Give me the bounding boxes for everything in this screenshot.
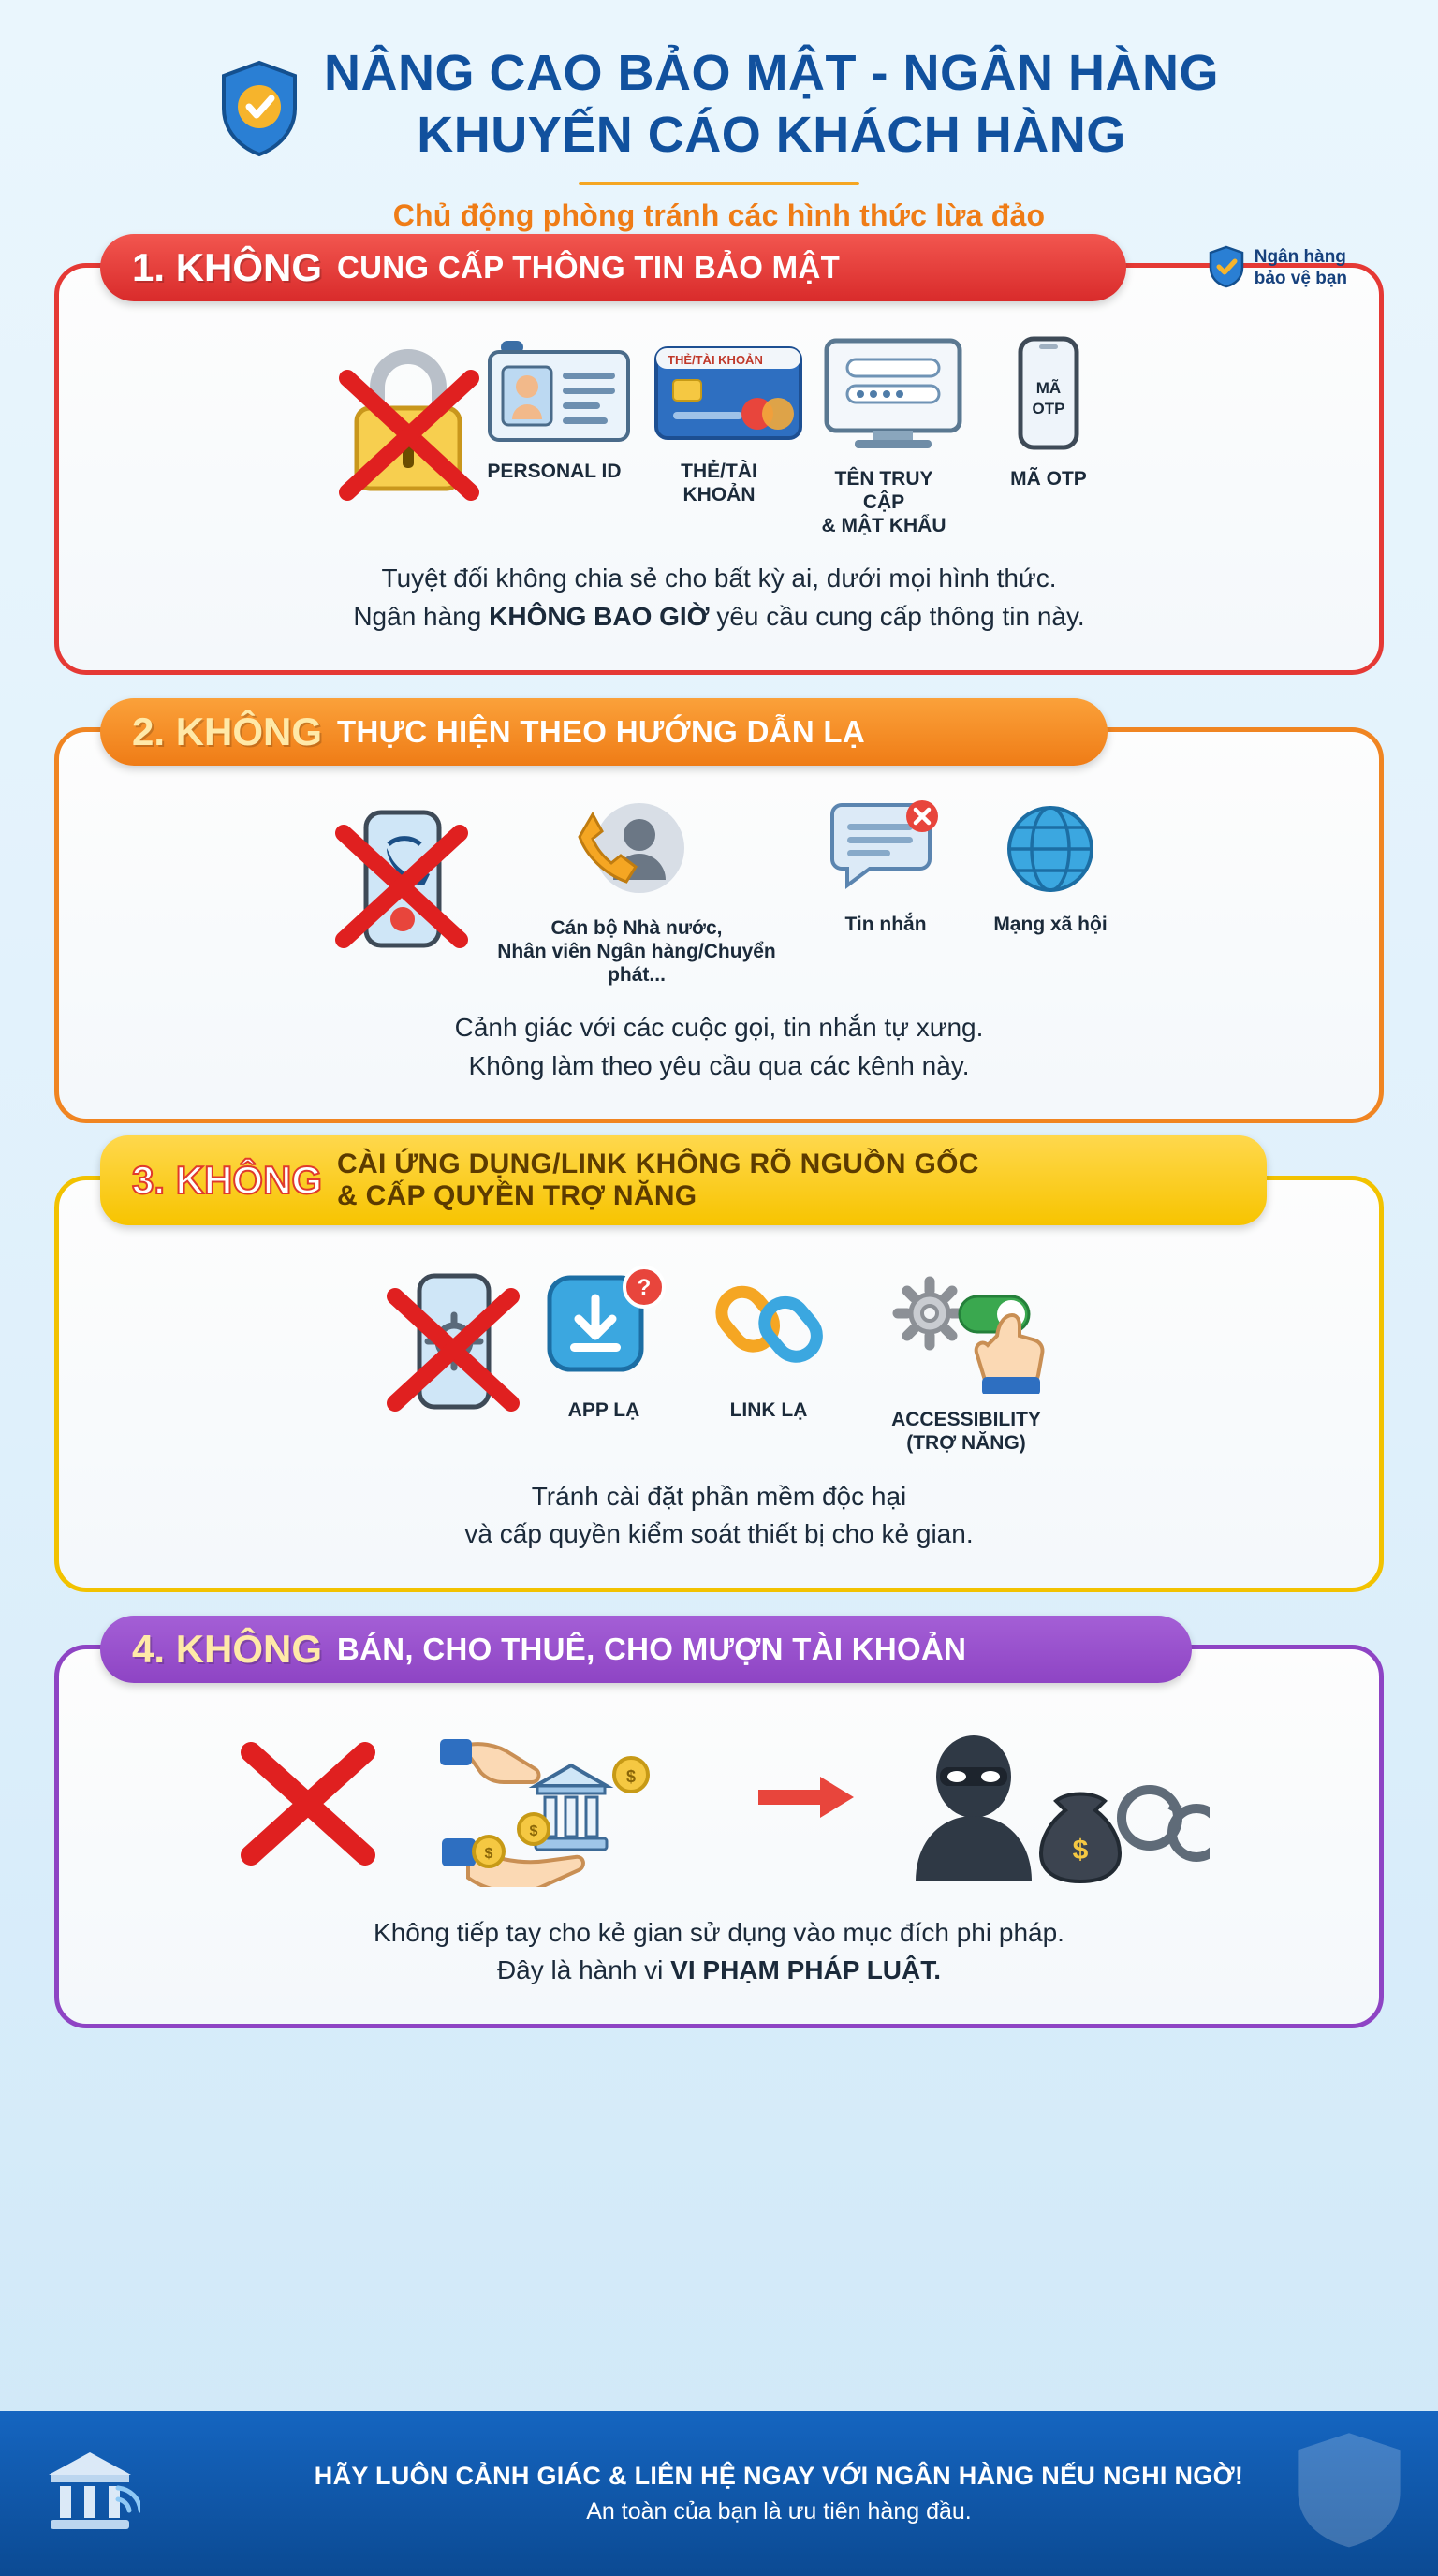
svg-text:OTP: OTP bbox=[1032, 399, 1065, 417]
card-3-heading-line2: & CẤP QUYỀN TRỢ NĂNG bbox=[337, 1180, 697, 1212]
chain-link-icon bbox=[703, 1372, 834, 1388]
thief-moneybag-handcuffs-icon bbox=[901, 1728, 1210, 1892]
social-network-item bbox=[980, 799, 1121, 936]
shield-watermark-icon bbox=[1288, 2428, 1410, 2550]
title-divider bbox=[579, 182, 859, 185]
svg-text:$: $ bbox=[625, 1766, 637, 1786]
card-1-note bbox=[87, 543, 1351, 641]
svg-text:$: $ bbox=[484, 1845, 493, 1862]
card-3-note-line2: và cấp quyền kiểm soát thiết bị cho kẻ gian. bbox=[464, 1519, 974, 1549]
accessibility-item bbox=[863, 1263, 1069, 1455]
svg-text:$: $ bbox=[1072, 1834, 1089, 1866]
card-3-heading-line1: CÀI ỨNG DỤNG/LINK KHÔNG RÕ NGUỒN GỐC bbox=[337, 1148, 979, 1179]
card-1-icon-row bbox=[87, 322, 1351, 544]
card-1-banner bbox=[100, 234, 1126, 301]
globe-social-icon bbox=[999, 886, 1102, 902]
hand-giving-bank-account-icon bbox=[431, 1728, 712, 1892]
card-4-note-line2-bold: VI PHẠM PHÁP LUẬT. bbox=[670, 1955, 942, 1985]
svg-text:$: $ bbox=[529, 1822, 538, 1839]
id-card-item bbox=[484, 335, 624, 483]
shield-check-small-icon bbox=[1208, 245, 1245, 293]
page-header bbox=[0, 0, 1438, 242]
bank-protects-you-badge bbox=[1208, 245, 1347, 293]
unknown-link-label: LINK LẠ bbox=[729, 1399, 808, 1422]
footer-line-1: HÃY LUÔN CẢNH GIÁC & LIÊN HỆ NGAY VỚI NGÂN HÀNG NẾU NGHI NGỜ! bbox=[314, 2462, 1244, 2490]
card-3-note-line1: Tránh cài đặt phần mềm độc hại bbox=[531, 1481, 907, 1511]
card-2-note bbox=[87, 992, 1351, 1090]
id-card-icon bbox=[484, 433, 634, 449]
bank-card-icon bbox=[649, 352, 808, 449]
badge-text bbox=[1255, 247, 1347, 290]
phone-otp-label: MÃ OTP bbox=[1010, 467, 1087, 490]
svg-text:THẺ/TÀI KHOẢN: THẺ/TÀI KHOẢN bbox=[668, 352, 763, 367]
card-2-note-line1: Cảnh giác với các cuộc gọi, tin nhắn tự xưng. bbox=[454, 1013, 984, 1043]
impersonator-call-icon bbox=[566, 890, 707, 906]
desktop-login-icon bbox=[814, 441, 973, 457]
card-2-note-line2: Không làm theo yêu cầu qua các kênh này. bbox=[468, 1050, 970, 1080]
card-4-icon-row bbox=[87, 1704, 1351, 1897]
phone-call-crossed-icon bbox=[317, 799, 458, 963]
footer-line-2: An toàn của bạn là ưu tiên hàng đầu. bbox=[586, 2498, 972, 2525]
card-1-note-line1: Tuyệt đối không chia sẻ cho bất kỳ ai, dưới mọi hình thức. bbox=[381, 564, 1057, 593]
unknown-app-item bbox=[534, 1263, 674, 1422]
unknown-link-item bbox=[698, 1263, 839, 1422]
impersonator-call-label: Cán bộ Nhà nước, Nhân viên Ngân hàng/Chuyển phát... bbox=[497, 916, 776, 986]
page-subtitle: Chủ động phòng tránh các hình thức lừa đảo bbox=[392, 198, 1046, 232]
card-4-no-sell-rent-account bbox=[54, 1626, 1384, 2028]
impersonator-call-item bbox=[482, 799, 791, 988]
badge-line2: bảo vệ bạn bbox=[1254, 269, 1347, 289]
page-title-line2: KHUYẾN CÁO KHÁCH HÀNG bbox=[417, 106, 1126, 163]
desktop-login-item bbox=[814, 335, 954, 538]
bank-phone-icon bbox=[43, 2443, 140, 2545]
card-4-banner bbox=[100, 1616, 1192, 1683]
app-download-unknown-icon bbox=[538, 1275, 669, 1388]
card-2-banner bbox=[100, 698, 1108, 766]
cards-container bbox=[0, 242, 1438, 2028]
message-bubble-error-icon bbox=[825, 886, 946, 902]
card-2-no-strange-instructions bbox=[54, 709, 1384, 1124]
svg-text:?: ? bbox=[637, 1275, 652, 1301]
card-1-note-line2-suffix: yêu cầu cung cấp thông tin này. bbox=[709, 601, 1085, 631]
id-card-label: PERSONAL ID bbox=[487, 460, 622, 482]
card-3-number: 3. KHÔNG bbox=[132, 1158, 323, 1203]
accessibility-label: ACCESSIBILITY (TRỢ NĂNG) bbox=[891, 1409, 1041, 1455]
card-4-note bbox=[87, 1897, 1351, 1996]
phone-settings-crossed-icon bbox=[369, 1263, 509, 1427]
svg-text:MÃ: MÃ bbox=[1035, 378, 1062, 397]
card-1-heading: CUNG CẤP THÔNG TIN BẢO MẬT bbox=[337, 249, 841, 285]
card-2-icon-row bbox=[87, 786, 1351, 993]
unknown-app-label: APP LẠ bbox=[567, 1399, 640, 1422]
card-1-note-line2-prefix: Ngân hàng bbox=[353, 601, 490, 631]
card-3-no-unknown-apps bbox=[54, 1148, 1384, 1592]
page-title-line1: NÂNG CAO BẢO MẬT - NGÂN HÀNG bbox=[324, 45, 1219, 101]
card-4-note-line2-prefix: Đây là hành vi bbox=[496, 1955, 671, 1985]
card-3-icon-row bbox=[87, 1235, 1351, 1460]
card-4-number: 4. KHÔNG bbox=[132, 1626, 323, 1671]
padlock-crossed-icon bbox=[319, 335, 460, 508]
card-1-note-line2-bold: KHÔNG BAO GIỜ bbox=[489, 601, 710, 631]
card-1-no-share-secret-info bbox=[54, 244, 1384, 675]
message-label: Tin nhắn bbox=[844, 913, 927, 935]
big-red-x-icon bbox=[228, 1728, 388, 1882]
card-1-number: 1. KHÔNG bbox=[132, 244, 323, 289]
phone-otp-icon bbox=[1004, 378, 1093, 457]
message-item bbox=[815, 799, 956, 936]
footer-banner bbox=[0, 2411, 1438, 2576]
card-3-note bbox=[87, 1461, 1351, 1559]
social-network-label: Mạng xã hội bbox=[993, 913, 1108, 935]
card-2-number: 2. KHÔNG bbox=[132, 709, 323, 754]
badge-line1: Ngân hàng bbox=[1254, 247, 1346, 268]
card-2-heading: THỰC HIỆN THEO HƯỚNG DẪN LẠ bbox=[337, 713, 866, 749]
card-4-note-line1: Không tiếp tay cho kẻ gian sử dụng vào mục đích phi pháp. bbox=[374, 1917, 1064, 1947]
red-arrow-icon bbox=[755, 1728, 858, 1828]
card-3-banner bbox=[100, 1135, 1267, 1225]
card-3-heading bbox=[337, 1149, 979, 1213]
shield-check-icon bbox=[219, 60, 300, 162]
bank-card-item bbox=[649, 335, 789, 506]
bank-card-label: THẺ/TÀI KHOẢN bbox=[681, 460, 757, 505]
desktop-login-label: TÊN TRUY CẬP & MẬT KHẨU bbox=[821, 467, 946, 537]
card-4-heading: BÁN, CHO THUÊ, CHO MƯỢN TÀI KHOẢN bbox=[337, 1631, 967, 1666]
accessibility-toggle-icon bbox=[877, 1382, 1055, 1398]
phone-otp-item bbox=[978, 335, 1119, 490]
